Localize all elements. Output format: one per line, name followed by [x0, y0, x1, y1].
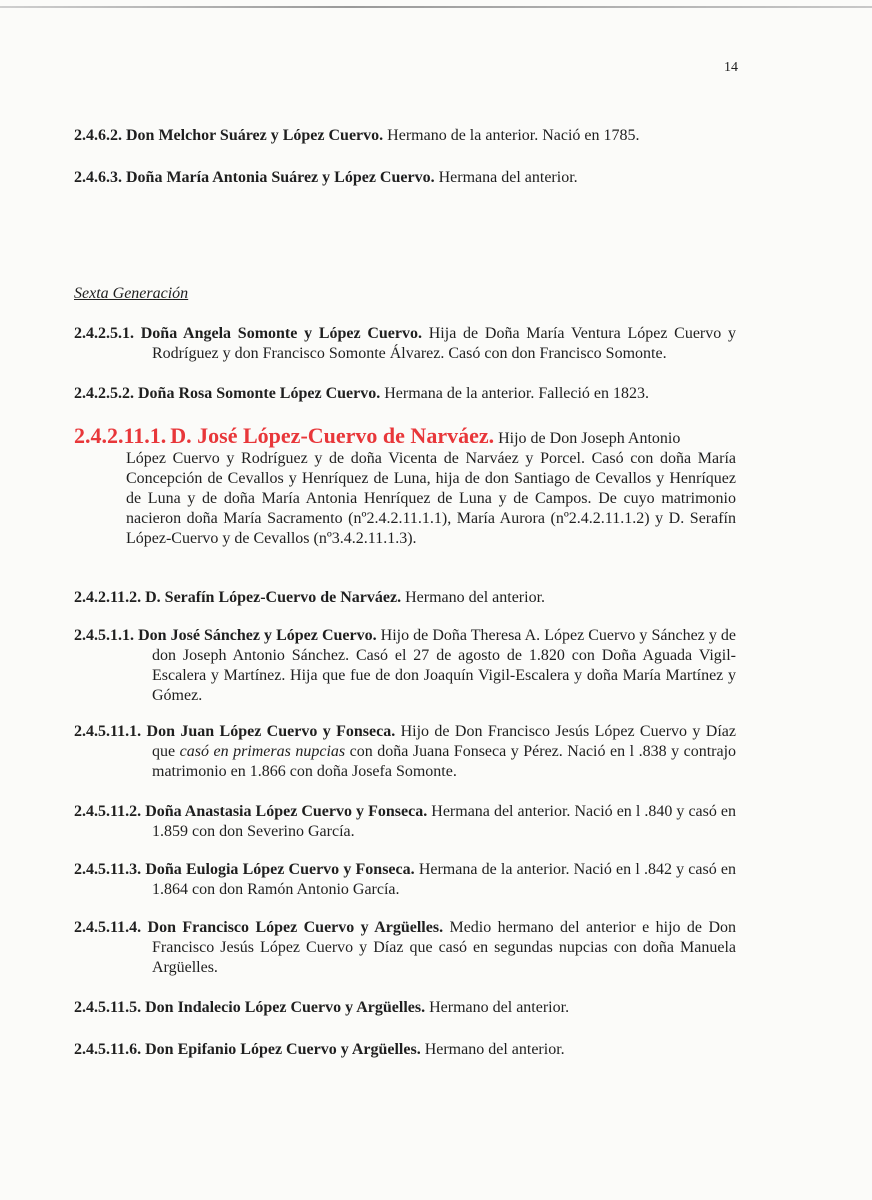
entry-text: Hija de Doña María Ventura López Cuervo y Rodríguez y don Francisco Somonte Álvarez. Casó con don Francisco Somonte. [152, 325, 736, 362]
entry-text-continued: con doña Juana Fonseca y Pérez. Nació en l .838 y contrajo matrimonio en 1.866 con doña Josefa Somonte. [152, 743, 737, 780]
entry-text: Hermana de la anterior. Falleció en 1823. [380, 385, 650, 402]
entry-text: Hermana del anterior. [434, 169, 578, 186]
entry-text: Hermano del anterior. [401, 589, 546, 606]
entry-name: Don Epifanio López Cuervo y Argüelles. [145, 1041, 421, 1058]
entry-text: Hijo de Don Francisco Jesús López Cuervo y Díaz que [152, 723, 737, 760]
entry-number: 2.4.2.11.2. [74, 589, 142, 606]
entry-2-4-6-2 [74, 126, 736, 146]
entry-text: Hijo de Doña Theresa A. López Cuervo y Sánchez y de don Joseph Antonio Sánchez. Casó el 27 de agosto de 1.820 con Doña Aguada Vigil-Escalera y Martínez. Hija que fue de don Joaquín Vigil-Escalera y doña María Martínez y Gómez. [152, 627, 737, 704]
entry-name-highlight: D. José López-Cuervo de Narváez. [170, 423, 495, 448]
entry-name: Don Indalecio López Cuervo y Argüelles. [145, 999, 426, 1016]
entry-name: Don Francisco López Cuervo y Argüelles. [147, 919, 444, 936]
entry-2-4-2-5-2 [74, 384, 736, 404]
entry-text: López Cuervo y Rodríguez y de doña Vicenta de Narváez y Porcel. Casó con doña María Concepción de Cevallos y Henríquez de Luna, hija de don Santiago de Cevallos y Henríquez de Luna y de doña María Antonia Henríquez de Luna y de Campos. De cuyo matrimonio nacieron doña María Sacramento (nº2.4.2.11.1.1), María Aurora (nº2.4.2.11.1.2) y D. Serafín López-Cuervo y de Cevallos (nº3.4.2.11.1.3). [126, 450, 736, 547]
entry-name: Doña Eulogia López Cuervo y Fonseca. [145, 861, 415, 878]
entry-number: 2.4.5.11.4. [74, 919, 142, 936]
entry-number: 2.4.5.1.1. [74, 627, 134, 644]
section-title: Sexta Generación [74, 285, 189, 302]
entry-number: 2.4.6.3. [74, 169, 122, 186]
entry-2-4-5-11-3 [74, 860, 736, 900]
entry-2-4-5-11-4 [74, 918, 736, 978]
entry-2-4-2-11-2 [74, 588, 736, 608]
page-number: 14 [724, 60, 738, 75]
entry-2-4-5-11-1 [74, 722, 736, 782]
entry-text-first-line: Hijo de Don Joseph Antonio [494, 430, 681, 447]
entry-2-4-5-11-2 [74, 802, 736, 842]
entry-2-4-5-11-5 [74, 998, 736, 1018]
entry-number: 2.4.6.2. [74, 127, 122, 144]
entry-name: Doña Angela Somonte y López Cuervo. [140, 325, 423, 342]
entry-number: 2.4.5.11.6. [74, 1041, 142, 1058]
entry-name: D. Serafín López-Cuervo de Narváez. [145, 589, 402, 606]
entry-name: Don José Sánchez y López Cuervo. [138, 627, 377, 644]
scan-top-edge [0, 6, 872, 8]
entry-2-4-5-1-1 [74, 626, 736, 706]
entry-text: Medio hermano del anterior e hijo de Don Francisco Jesús López Cuervo y Díaz que casó en segundas nupcias con doña Manuela Argüelles. [152, 919, 736, 976]
entry-name: Doña Anastasia López Cuervo y Fonseca. [145, 803, 428, 820]
entry-2-4-2-11-1 [74, 423, 736, 549]
entry-name: Doña Rosa Somonte López Cuervo. [138, 385, 381, 402]
entry-name: Doña María Antonia Suárez y López Cuervo. [126, 169, 435, 186]
entry-number: 2.4.5.11.1. [74, 723, 142, 740]
entry-text-italic: casó en primeras nupcias [179, 743, 346, 760]
entry-2-4-2-5-1 [74, 324, 736, 364]
entry-name: Don Melchor Suárez y López Cuervo. [126, 127, 384, 144]
entry-number: 2.4.5.11.2. [74, 803, 142, 820]
entry-number-highlight: 2.4.2.11.1. [74, 423, 167, 448]
entry-2-4-5-11-6 [74, 1040, 736, 1060]
entry-text: Hermana del anterior. Nació en l .840 y casó en 1.859 con don Severino García. [152, 803, 737, 840]
entry-number: 2.4.5.11.3. [74, 861, 142, 878]
entry-text: Hermano de la anterior. Nació en 1785. [383, 127, 640, 144]
entry-text: Hermana de la anterior. Nació en l .842 y casó en 1.864 con don Ramón Antonio García. [152, 861, 737, 898]
entry-number: 2.4.2.5.1. [74, 325, 134, 342]
entry-number: 2.4.2.5.2. [74, 385, 134, 402]
entry-name: Don Juan López Cuervo y Fonseca. [146, 723, 396, 740]
entry-text: Hermano del anterior. [420, 1041, 565, 1058]
entry-2-4-6-3 [74, 168, 736, 188]
entry-text: Hermano del anterior. [425, 999, 570, 1016]
entry-number: 2.4.5.11.5. [74, 999, 142, 1016]
